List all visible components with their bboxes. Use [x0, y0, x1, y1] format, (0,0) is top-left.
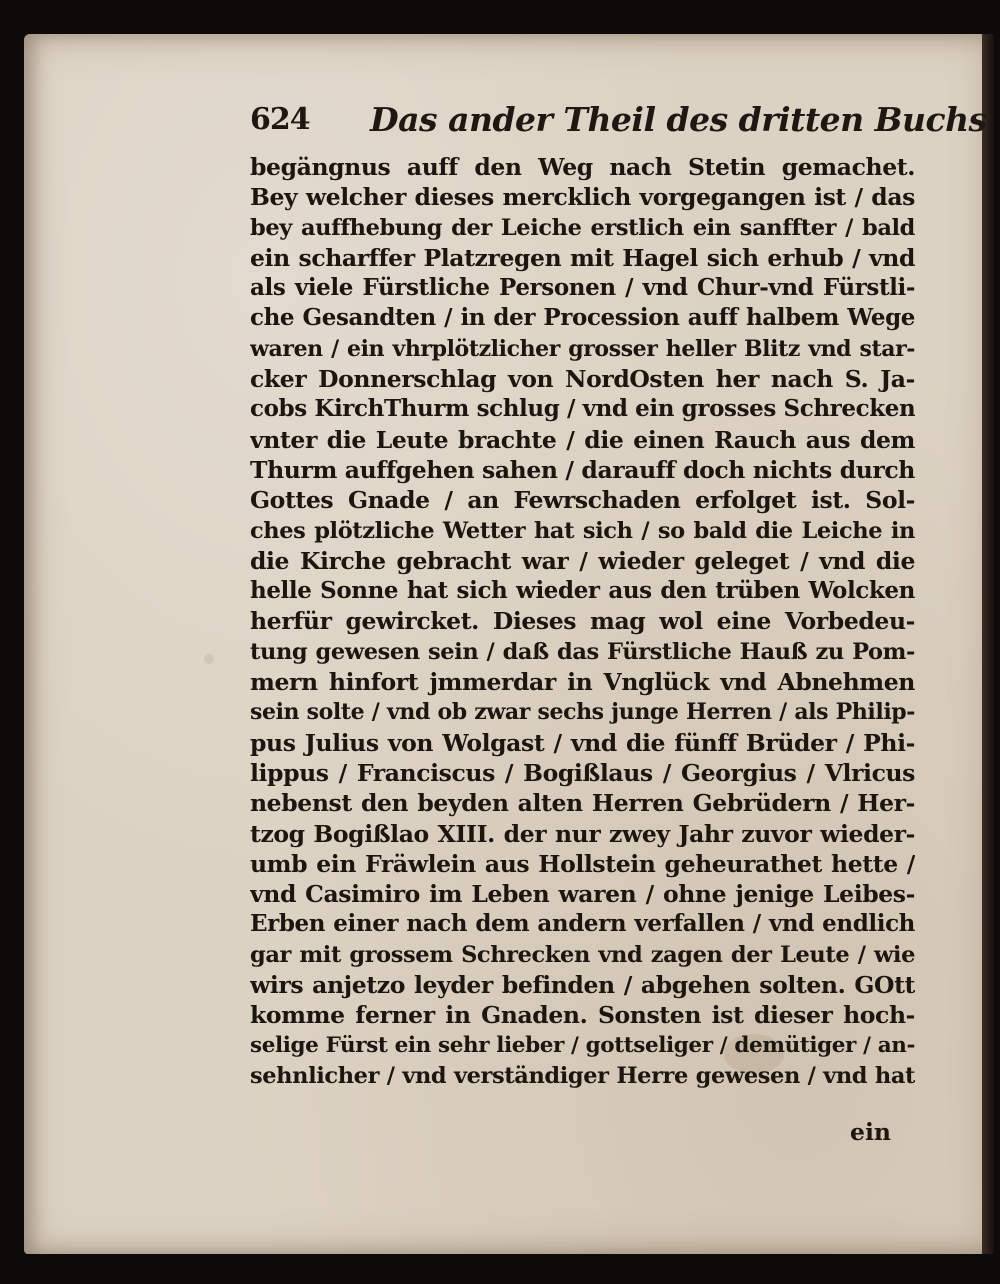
- text-line: lippus / Franciscus / Bogißlaus / Georgius / Vlricus: [250, 758, 915, 787]
- text-line: selige Fürst ein sehr lieber / gottseliger / demütiger / an-: [250, 1032, 915, 1058]
- text-line: Erben einer nach dem andern verfallen / vnd endlich: [250, 910, 915, 938]
- text-line: gar mit grossem Schrecken vnd zagen der Leute / wie: [250, 941, 915, 968]
- text-line: herfür gewircket. Dieses mag wol eine Vorbedeu-: [250, 607, 915, 636]
- text-line: tzog Bogißlao XIII. der nur zwey Jahr zuvor wieder-: [250, 819, 915, 848]
- text-line: Bey welcher dieses mercklich vorgegangen ist / das: [250, 183, 915, 212]
- text-line: mern hinfort jmmerdar in Vnglück vnd Abnehmen: [250, 668, 915, 697]
- text-line: Gottes Gnade / an Fewrschaden erfolget ist. Sol-: [250, 486, 915, 515]
- text-line: umb ein Fräwlein aus Hollstein geheurathet hette /: [250, 849, 915, 878]
- text-line: sehnlicher / vnd verständiger Herre gewesen / vnd hat: [250, 1062, 915, 1089]
- text-line: bey auffhebung der Leiche erstlich ein sanffter / bald: [250, 214, 915, 241]
- paper-stain: [204, 654, 214, 664]
- text-line: ches plötzliche Wetter hat sich / so bald die Leiche in: [250, 517, 915, 544]
- text-line: komme ferner in Gnaden. Sonsten ist dieser hoch-: [250, 1001, 915, 1030]
- text-line: nebenst den beyden alten Herren Gebrüdern / Her-: [250, 789, 915, 818]
- text-line: die Kirche gebracht war / wieder geleget / vnd die: [250, 546, 915, 575]
- text-line: tung gewesen sein / daß das Fürstliche Hauß zu Pom-: [250, 638, 915, 665]
- text-line: vnter die Leute brachte / die einen Rauch aus dem: [250, 425, 915, 454]
- text-line: ein scharffer Platzregen mit Hagel sich erhub / vnd: [250, 243, 915, 272]
- text-line: Thurm auffgehen sahen / darauff doch nichts durch: [250, 455, 915, 484]
- page-edge: [982, 34, 994, 1254]
- text-line: cker Donnerschlag von NordOsten her nach S. Ja-: [250, 365, 915, 394]
- text-line: als viele Fürstliche Personen / vnd Chur-vnd Fürstli-: [250, 274, 915, 302]
- text-line: sein solte / vnd ob zwar sechs junge Herren / als Philip-: [250, 699, 915, 726]
- text-line: pus Julius von Wolgast / vnd die fünff Brüder / Phi-: [250, 728, 915, 757]
- page-header: [250, 98, 987, 150]
- text-line: wirs anjetzo leyder befinden / abgehen solten. GOtt: [250, 971, 915, 1000]
- text-line: vnd Casimiro im Leben waren / ohne jenige Leibes-: [250, 880, 915, 909]
- catchword: ein: [850, 1118, 891, 1146]
- text-line: che Gesandten / in der Procession auff halbem Wege: [250, 304, 915, 332]
- running-title: Das ander Theil des dritten Buchs: [370, 100, 987, 139]
- text-line: helle Sonne hat sich wieder aus den trüben Wolcken: [250, 577, 915, 605]
- text-line: waren / ein vhrplötzlicher grosser heller Blitz vnd star-: [250, 335, 915, 362]
- page-number: 624: [250, 102, 310, 137]
- text-line: cobs KirchThurm schlug / vnd ein grosses Schrecken: [250, 395, 915, 423]
- text-line: begängnus auff den Weg nach Stetin gemachet.: [250, 153, 915, 181]
- body-text: [250, 152, 915, 1091]
